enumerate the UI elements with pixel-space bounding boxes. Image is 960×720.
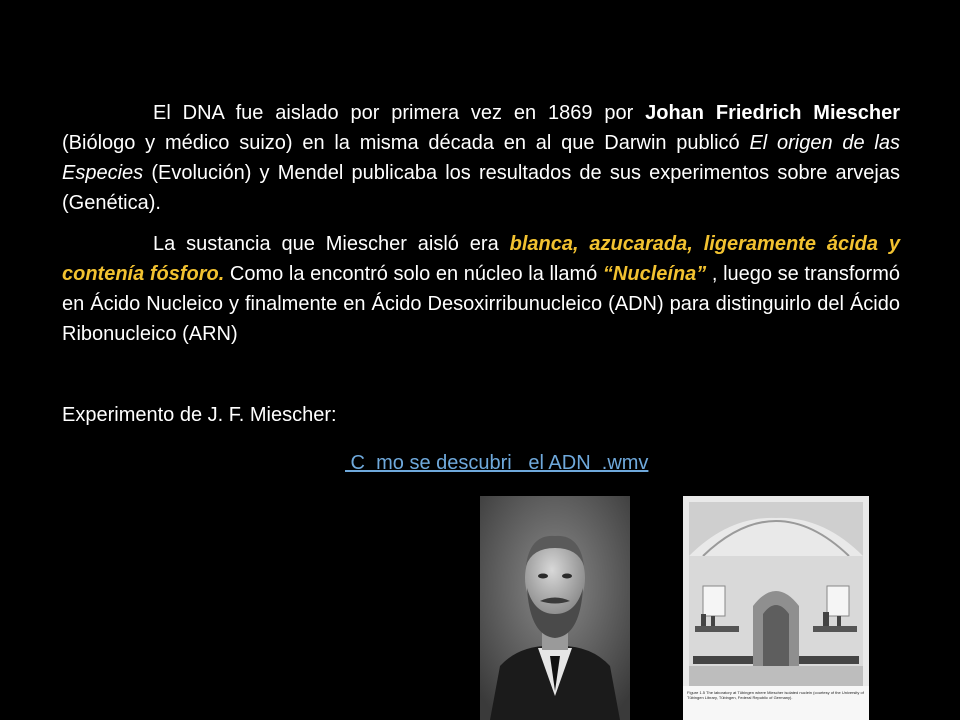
lab-photo-caption: Figure 1.5 The laboratory at Tübingen where Miescher isolated nuclein (courtesy of the University of Tübingen Library, Tübingen, Federal Republic of Germany). — [687, 690, 864, 700]
portrait-image — [480, 496, 630, 720]
text: (Evolución) y Mendel publicaba los resultados de sus experimentos sobre arvejas (Genética). — [62, 162, 900, 214]
experiment-heading: Experimento de J. F. Miescher: — [62, 404, 337, 426]
video-link[interactable]: C mo se descubri el ADN .wmv — [345, 452, 649, 474]
highlight-properties: blanca, azucarada, ligeramente ácida y contenía fósforo. — [62, 233, 900, 285]
highlight-nucleina: “Nucleína” — [602, 263, 707, 285]
text: , luego se transformó en Ácido Nucleico y finalmente en Ácido Desoxirribunucleico (ADN) para distinguirlo del Ácido Ribonucleico (ARN) — [62, 263, 900, 345]
text: El DNA fue aislado por primera vez en 1869 por — [153, 102, 646, 124]
text: Como la encontró solo en núcleo la llamó — [224, 263, 603, 285]
text: La sustancia que Miescher aisló era — [153, 233, 510, 255]
miescher-portrait-photo — [480, 496, 630, 720]
laboratory-image — [683, 496, 869, 720]
laboratory-photo — [683, 496, 869, 720]
book-title: El origen de las Especies — [62, 132, 900, 184]
scientist-name: Johan Friedrich Miescher — [645, 102, 901, 124]
text: (Biólogo y médico suizo) en la misma década en al que Darwin publicó — [62, 132, 750, 154]
paragraph-history — [62, 98, 900, 218]
paragraph-substance — [62, 229, 900, 349]
